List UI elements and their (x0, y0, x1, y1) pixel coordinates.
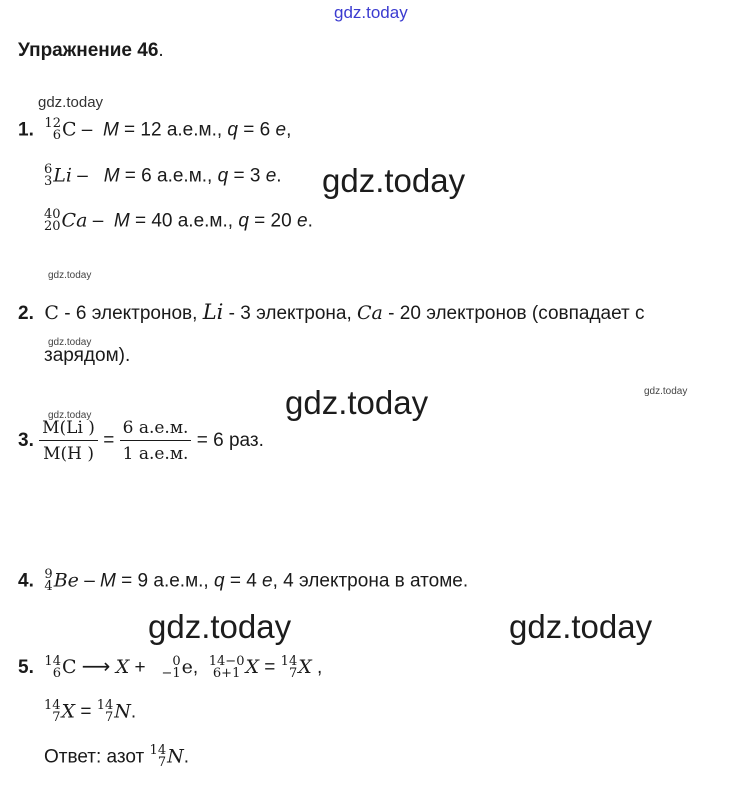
title-dot: . (158, 40, 164, 61)
watermark: gdz.today (48, 337, 92, 348)
item-2-line-1: 2. C - 6 электронов, Li - 3 электрона, Ca - 20 электронов (совпадает с (18, 300, 645, 324)
mass-var: M (102, 119, 119, 141)
answer-line: Ответ: азот 14 7 N. (44, 743, 189, 771)
watermark: gdz.today (285, 384, 429, 421)
fraction-right: $\frac{6 а.е.м.}{1 а.е.м.}$ (120, 418, 192, 464)
fraction-left: $\frac{M(Li )}{M(H )}$ (39, 418, 98, 464)
watermark: gdz.today (38, 94, 104, 111)
reaction-arrow: ⟶ (81, 654, 111, 678)
item-1-line-3: 40 20 Ca – M = 40 а.е.м., q = 20 e. (44, 207, 313, 235)
charge-var: q (227, 119, 238, 141)
title-text: Упражнение 46 (18, 40, 159, 61)
item-4: 4. 9 4 Be – M = 9 а.е.м., q = 4 e, 4 электрона в атоме. (18, 567, 469, 595)
mass-value: = 12 а.е.м., (118, 119, 228, 141)
element-symbol: Ca (61, 209, 88, 232)
element-symbol: C (61, 118, 77, 141)
item-3: 3. $\frac{M(Li )}{M(H )}$ = $\frac{6 а.е.м.}{1 а.е.м.}$ = 6 раз. (18, 418, 264, 464)
isotope-notation: 6 3 (44, 162, 53, 190)
isotope-notation: 12 6 (44, 116, 61, 144)
watermark: gdz.today (644, 386, 688, 397)
answer-label: Ответ: азот (44, 746, 150, 768)
watermark: gdz.today (48, 270, 92, 281)
item-number: 3. (18, 430, 34, 452)
item-number: 1. (18, 119, 34, 141)
item-5-line-1: 5. 14 6 C ⟶ X + 0 −1 e, 14−0 6+1 X = 14 7 X , (18, 653, 323, 681)
item-number: 4. (18, 570, 34, 592)
item-number: 5. (18, 657, 34, 678)
watermark: gdz.today (334, 3, 408, 22)
item-1-line-1: 1. 12 6 C – M = 12 а.е.м., q = 6 e, (18, 116, 292, 144)
dash: – (81, 119, 93, 141)
item-2-line-2: зарядом). (44, 345, 131, 366)
item-5-line-2: 14 7 X = 14 7 N. (44, 698, 137, 726)
watermark: gdz.today (148, 608, 292, 645)
watermark: gdz.today (48, 410, 92, 421)
page-title (18, 40, 164, 62)
watermark: gdz.today (509, 608, 653, 645)
e-unit: e (275, 119, 287, 141)
element-symbol: Li (53, 164, 72, 187)
item-number: 2. (18, 303, 34, 324)
isotope-notation: 9 4 (44, 567, 53, 595)
charge-value: = 6 (238, 119, 276, 141)
watermark: gdz.today (322, 162, 466, 199)
isotope-notation: 40 20 (44, 207, 61, 235)
item-1-line-2: 6 3 Li – M = 6 а.е.м., q = 3 e. (44, 162, 282, 190)
